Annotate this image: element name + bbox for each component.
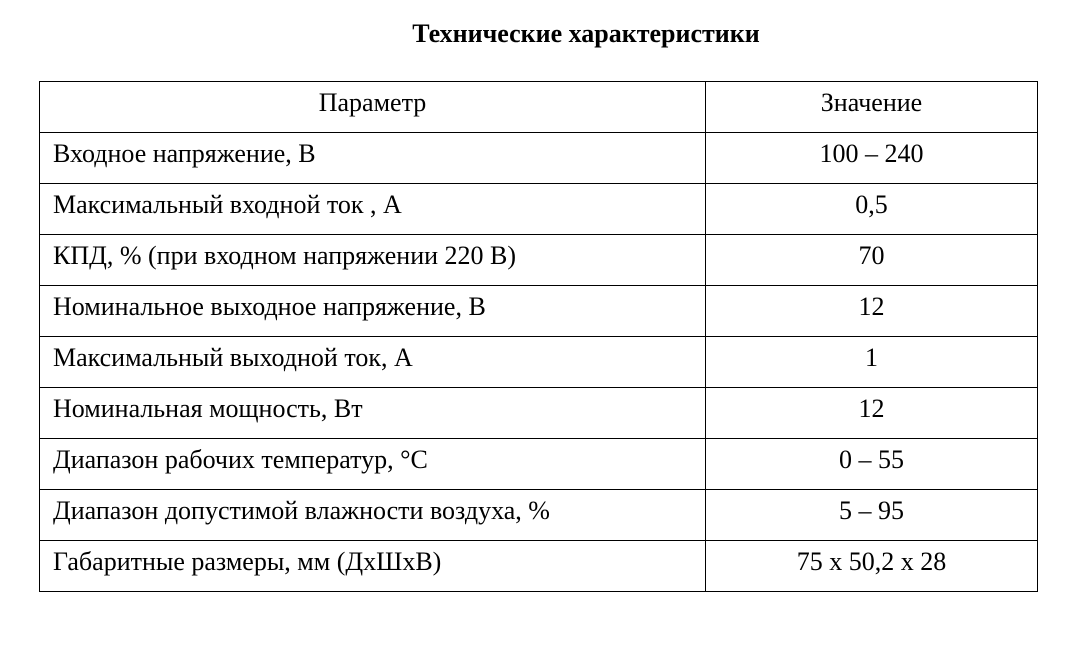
parameter-cell: Максимальный входной ток , А — [40, 184, 706, 235]
parameter-cell: Входное напряжение, В — [40, 133, 706, 184]
parameter-cell: Максимальный выходной ток, А — [40, 337, 706, 388]
parameter-cell: Диапазон рабочих температур, °С — [40, 439, 706, 490]
table-row — [40, 184, 1038, 235]
value-cell: 12 — [706, 286, 1038, 337]
value-cell: 70 — [706, 235, 1038, 286]
header-row — [40, 82, 1038, 133]
specifications-table — [39, 81, 1038, 592]
parameter-cell: Диапазон допустимой влажности воздуха, % — [40, 490, 706, 541]
table-row — [40, 541, 1038, 592]
parameter-cell: Номинальная мощность, Вт — [40, 388, 706, 439]
value-cell: 0 – 55 — [706, 439, 1038, 490]
value-cell: 75 х 50,2 х 28 — [706, 541, 1038, 592]
table-row — [40, 235, 1038, 286]
parameter-cell: Габаритные размеры, мм (ДхШхВ) — [40, 541, 706, 592]
header-parameter: Параметр — [40, 82, 706, 133]
table-body — [40, 133, 1038, 592]
header-value: Значение — [706, 82, 1038, 133]
table-row — [40, 439, 1038, 490]
table-header — [40, 82, 1038, 133]
table-row — [40, 337, 1038, 388]
table-row — [40, 286, 1038, 337]
document-title: Технические характеристики — [412, 19, 760, 48]
value-cell: 12 — [706, 388, 1038, 439]
value-cell: 100 – 240 — [706, 133, 1038, 184]
value-cell: 1 — [706, 337, 1038, 388]
value-cell: 0,5 — [706, 184, 1038, 235]
table-row — [40, 490, 1038, 541]
table-row — [40, 133, 1038, 184]
value-cell: 5 – 95 — [706, 490, 1038, 541]
parameter-cell: КПД, % (при входном напряжении 220 В) — [40, 235, 706, 286]
table-row — [40, 388, 1038, 439]
parameter-cell: Номинальное выходное напряжение, В — [40, 286, 706, 337]
